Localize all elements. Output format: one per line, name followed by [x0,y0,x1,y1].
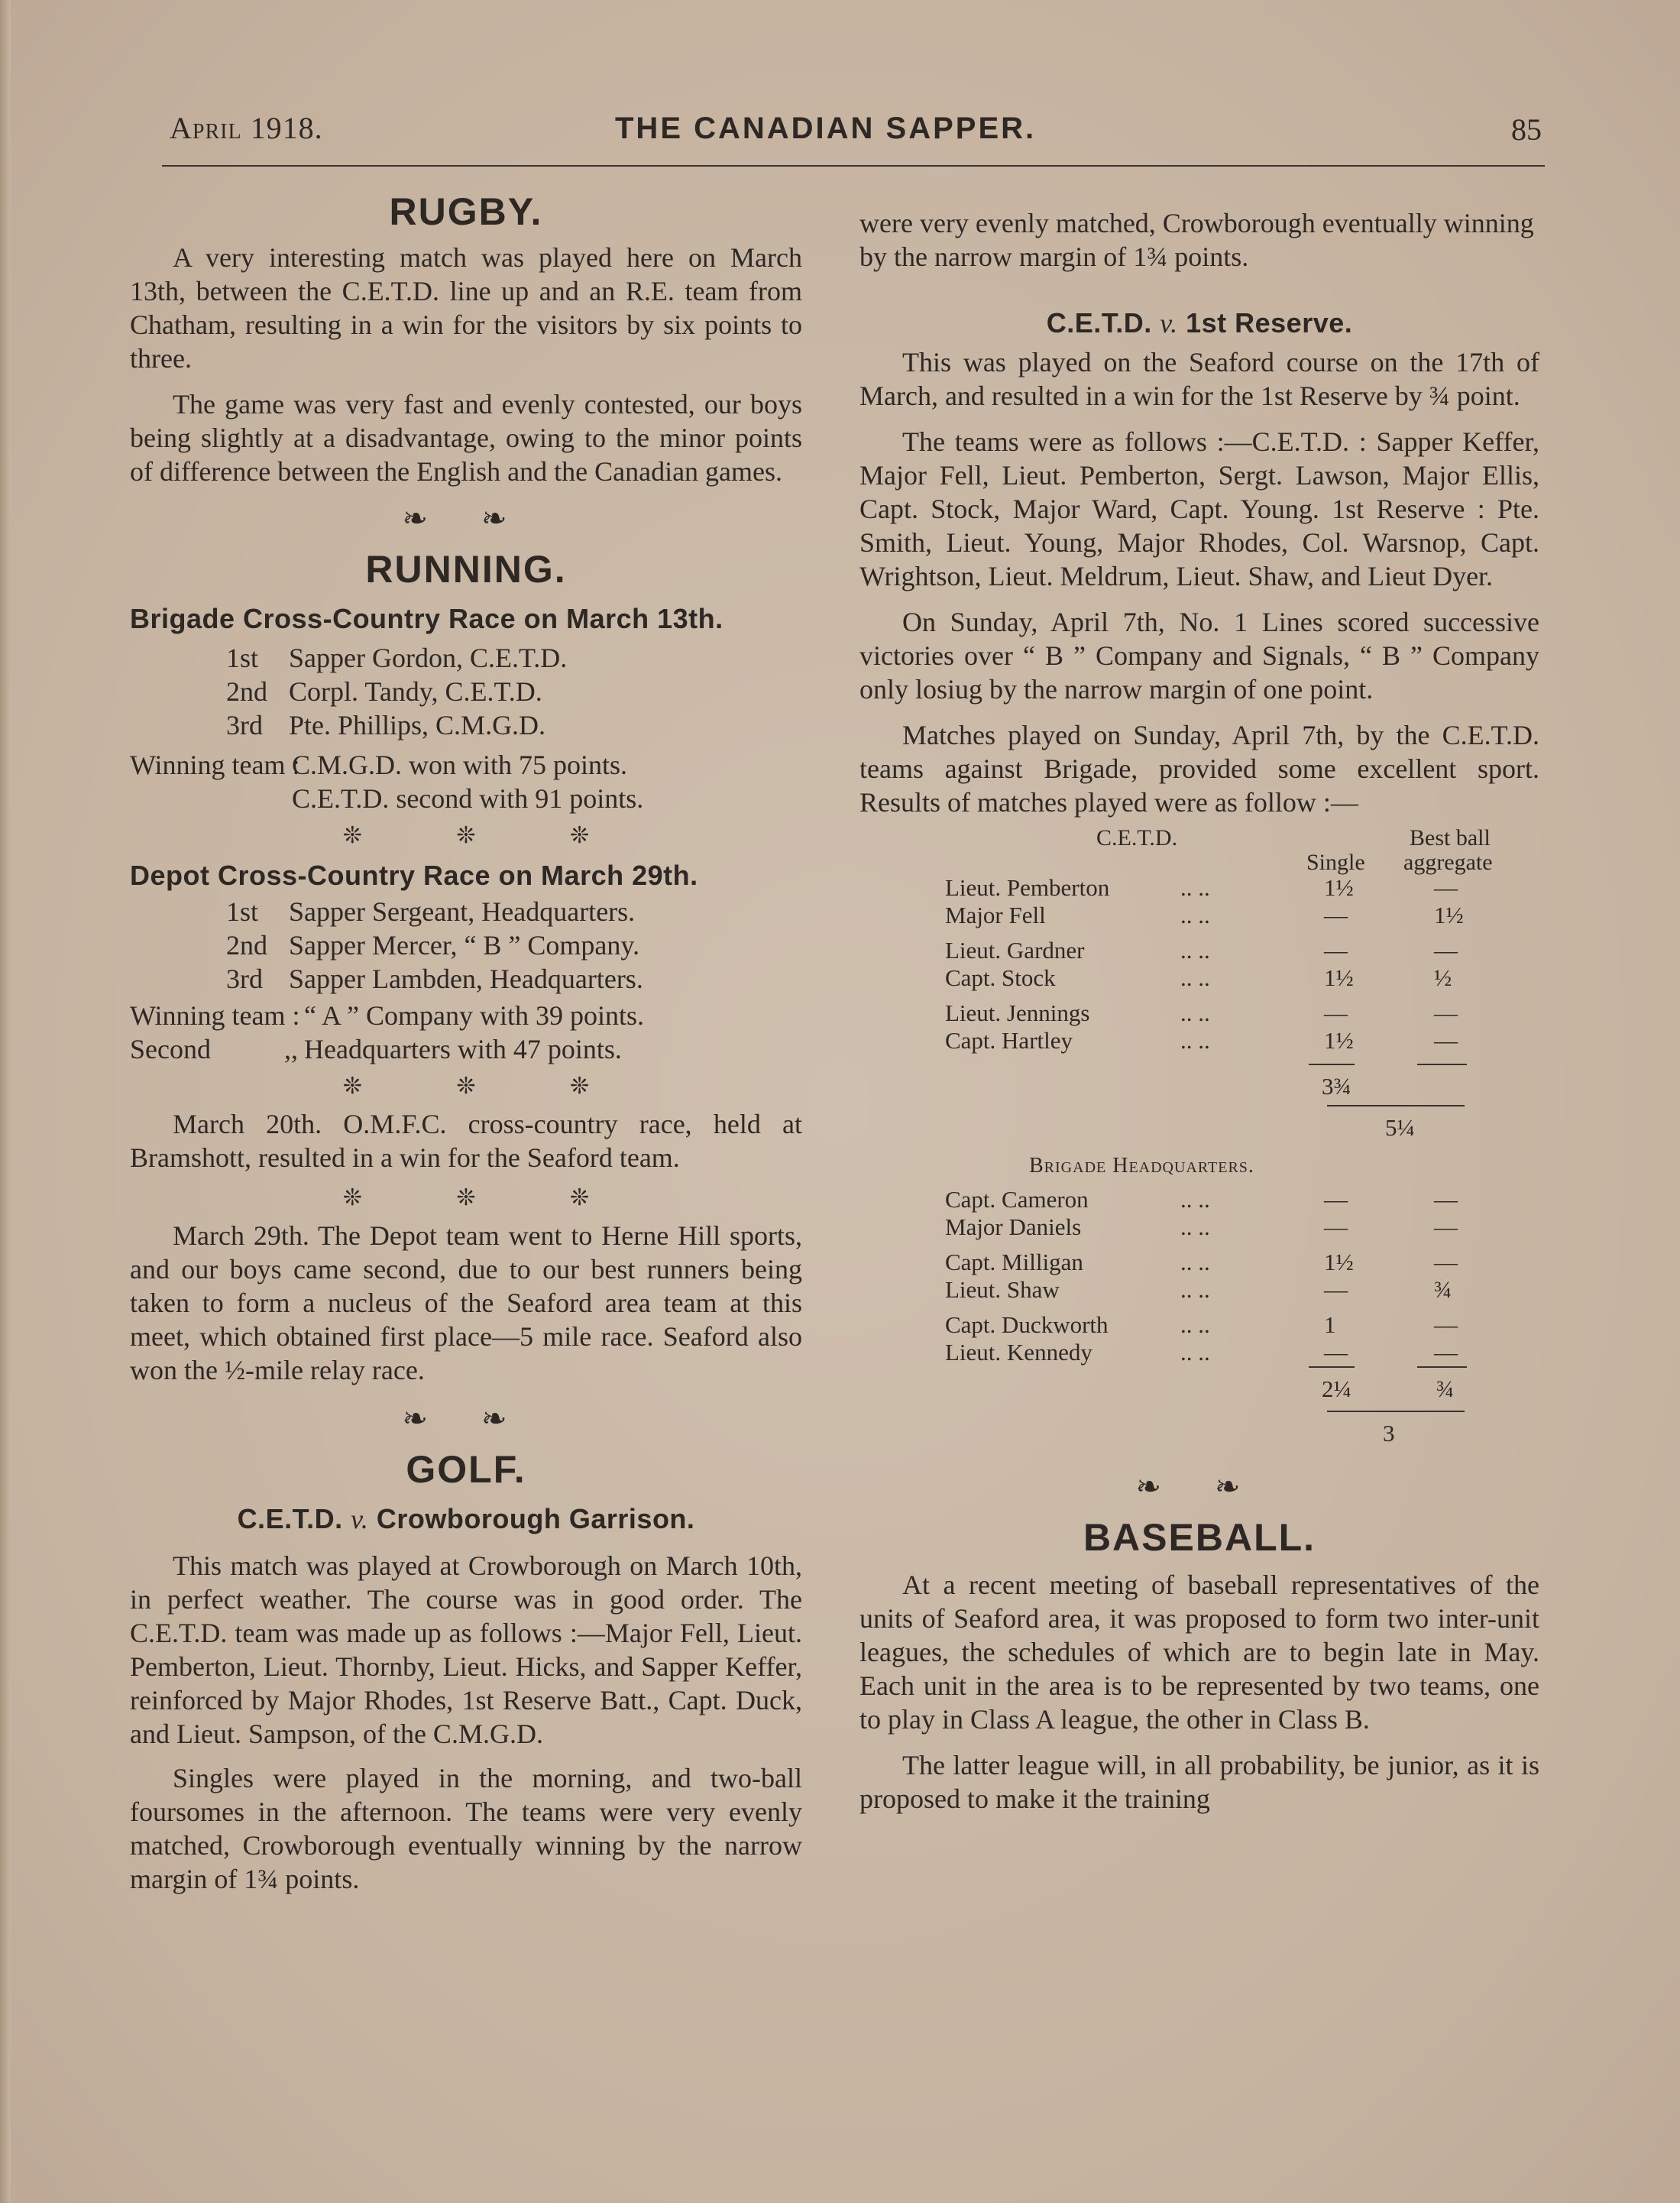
result-player-name: Major Fell [945,902,1046,928]
placing-position: 3rd [226,964,263,994]
result-single-score: 1½ [1324,874,1354,901]
golf-paragraph-1: This match was played at Crowborough on March 10th, in perfect weather. The course was in good order. The C.E.T.D. team was made up as follows :—Major Fell, Lieut. Pemberton, Lieut. Thornby, Lieut. Hicks, and Sapper Keffer, reinforced by Major Rhodes, 1st Reserve Batt., Capt. Duck, and Lieut. Sampson, of the C.M.G.D. [130,1550,802,1749]
result-player-name: Lieut. Kennedy [945,1339,1092,1366]
result-player-name: Lieut. Jennings [945,999,1090,1026]
result-single-score: — [1324,1186,1348,1213]
baseball-paragraph-2: The latter league will, in all probability, be junior, as it is proposed to make it the training [859,1750,1539,1814]
aggregate-column-header: aggregate [1403,850,1493,875]
placing-name: Pte. Phillips, C.M.G.D. [289,710,546,740]
baseball-paragraph-1: At a recent meeting of baseball representatives of the units of Seaford area, it was proposed to form two inter-unit leagues, the schedules of which are to begin late in May. Each unit in the area is to be represented by two teams, one to play in Class A league, the other in Class B. [859,1570,1539,1735]
result-best-ball-score: — [1434,1249,1458,1275]
golf-paragraph-2-continued: were very evenly matched, Crowborough eventually winning by the narrow margin of 1¾ points. [859,208,1534,272]
result-single-score: — [1324,999,1348,1026]
match-team-b: Crowborough Garrison. [376,1503,695,1534]
leader-dots: .. .. [1180,1311,1210,1338]
leader-dots: .. .. [1180,937,1210,964]
cetd-grand-total: 5¼ [1385,1114,1415,1141]
leader-dots: .. .. [1180,902,1210,928]
brigade-total-rule [1327,1411,1465,1412]
second-team-value: C.E.T.D. second with 91 points. [292,783,644,814]
placing-name: Corpl. Tandy, C.E.T.D. [289,676,542,707]
placing-name: Sapper Sergeant, Headquarters. [289,896,636,927]
placing-row [130,708,802,742]
golf-paragraph-5: On Sunday, April 7th, No. 1 Lines scored successive victories over “ B ” Company and Signals, “ B ” Company only losiug by the narrow margin of one point. [859,607,1539,705]
rugby-heading: RUGBY. [389,190,543,233]
publication-title: THE CANADIAN SAPPER. [615,112,1037,145]
golf-heading: GOLF. [406,1448,526,1491]
result-best-ball-score: — [1434,1186,1458,1213]
result-best-ball-score: ½ [1434,964,1452,991]
brigade-single-total: 2¼ [1322,1375,1351,1402]
golf-paragraph-3: This was played on the Seaford course on the 17th of March, and resulted in a win for the 1st Reserve by ¾ point. [859,347,1539,411]
omfc-race-paragraph: March 20th. O.M.F.C. cross-country race, held at Bramshott, resulted in a win for the Seaford team. [130,1109,802,1173]
placing-row [130,895,802,928]
result-single-score: — [1324,937,1348,964]
herne-hill-paragraph: March 29th. The Depot team went to Herne Hill sports, and our boys came second, due to our best runners being taken to form a nucleus of the Seaford area team at this meet, which obtained first place—5 mile race. Seaford also won the ½-mile relay race. [130,1220,802,1385]
placing-row [130,675,802,708]
leader-dots: .. .. [1180,1213,1210,1240]
page-number: 85 [1511,112,1542,147]
result-player-name: Capt. Duckworth [945,1311,1109,1338]
placing-position: 1st [226,896,259,927]
result-single-score: 1½ [1324,1027,1354,1054]
golf-results-table [859,825,1539,1467]
result-best-ball-score: — [1434,874,1458,901]
match-team-a: C.E.T.D. [237,1503,343,1534]
golf-paragraph-6: Matches played on Sunday, April 7th, by the C.E.T.D. teams against Brigade, provided some excellent sport. Results of matches played were as follow :— [859,720,1539,818]
result-single-score: — [1324,902,1348,928]
placing-name: Sapper Gordon, C.E.T.D. [289,643,568,673]
result-single-score: 1 [1324,1311,1336,1338]
depot-winning-team [130,999,802,1032]
second-team-value: Headquarters with 47 points. [304,1034,622,1064]
result-best-ball-score: — [1434,1339,1458,1366]
leader-dots: .. .. [1180,999,1210,1026]
ditto-mark: ,, [284,1034,298,1064]
result-best-ball-score: — [1434,937,1458,964]
result-player-name: Lieut. Gardner [945,937,1085,964]
section-divider-stars: ❊ ❊ ❊ [342,1074,634,1099]
header-rule [162,165,1545,167]
result-player-name: Capt. Milligan [945,1249,1083,1275]
result-player-name: Capt. Stock [945,964,1056,991]
match-versus: v. [1160,308,1178,339]
leader-dots: .. .. [1180,1339,1210,1366]
second-team-label: Second [130,1034,211,1064]
match-versus: v. [351,1504,369,1534]
rugby-paragraph-1: A very interesting match was played here on March 13th, between the C.E.T.D. line up and an R.E. team from Chatham, resulting in a win for the visitors by six points to three. [130,242,802,374]
brigade-grand-total: 3 [1383,1420,1395,1447]
match-team-b: 1st Reserve. [1186,307,1353,339]
brigade-placings [130,641,802,742]
placing-position: 2nd [226,676,267,707]
result-player-name: Lieut. Shaw [945,1276,1060,1303]
placing-row [130,962,802,996]
result-best-ball-score: — [1434,1027,1458,1054]
leader-dots: .. .. [1180,1186,1210,1213]
brigade-team-label: Brigade Headquarters. [1029,1154,1254,1178]
rugby-paragraph-2: The game was very fast and evenly contested, our boys being slightly at a disadvantage, owing to the minor points of difference between the English and the Canadian games. [130,389,802,487]
result-player-name: Capt. Cameron [945,1186,1089,1213]
result-single-score: — [1324,1339,1348,1366]
result-single-score: 1½ [1324,1249,1354,1275]
placing-position: 3rd [226,710,263,740]
section-ornament: ❧ ❧ [1135,1469,1264,1504]
section-ornament: ❧ ❧ [402,1401,530,1436]
section-divider-stars: ❊ ❊ ❊ [342,823,634,848]
result-single-score: — [1324,1276,1348,1303]
placing-row [130,641,802,675]
result-best-ball-score: ¾ [1434,1276,1452,1303]
page-edge [0,0,11,2203]
leader-dots: .. .. [1180,1249,1210,1275]
left-column [130,187,802,1894]
golf-paragraph-2: Singles were played in the morning, and two-ball foursomes in the afternoon. The teams were very evenly matched, Crowborough eventually winning by the narrow margin of 1¾ points. [130,1763,802,1894]
result-best-ball-score: 1½ [1434,902,1464,928]
winning-team-value: C.M.G.D. won with 75 points. [292,750,628,780]
leader-dots: .. .. [1180,1027,1210,1054]
section-ornament: ❧ ❧ [402,501,530,536]
golf-match-heading-1st-reserve [859,304,1539,342]
running-heading: RUNNING. [365,548,567,591]
result-player-name: Capt. Hartley [945,1027,1073,1054]
running-header [168,107,1543,160]
right-column [859,206,1539,1816]
single-subtotal-rule [1309,1064,1355,1065]
depot-race-heading: Depot Cross-Country Race on March 29th. [130,860,698,891]
depot-second-team [130,1032,802,1066]
issue-date: April 1918. [170,111,323,145]
result-best-ball-score: — [1434,1213,1458,1240]
brigade-winning-team [130,748,802,782]
placing-row [130,928,802,962]
best-subtotal-rule [1417,1064,1467,1065]
result-best-ball-score: — [1434,999,1458,1026]
result-player-name: Major Daniels [945,1213,1082,1240]
best-subtotal-rule [1417,1366,1467,1368]
leader-dots: .. .. [1180,874,1210,901]
match-team-a: C.E.T.D. [1046,307,1152,339]
single-column-header: Single [1306,850,1365,875]
placing-name: Sapper Lambden, Headquarters. [289,964,643,994]
cetd-single-total: 3¾ [1322,1073,1351,1100]
golf-match-heading-crowborough [130,1500,802,1538]
result-player-name: Lieut. Pemberton [945,874,1110,901]
baseball-heading: BASEBALL. [1083,1516,1316,1559]
result-single-score: — [1324,1213,1348,1240]
leader-dots: .. .. [1180,964,1210,991]
golf-paragraph-4: The teams were as follows :—C.E.T.D. : Sapper Keffer, Major Fell, Lieut. Pemberton, Sergt. Lawson, Major Ellis, Capt. Stock, Major Ward, Capt. Young. 1st Reserve : Pte. Smith, Lieut. Young, Major Rhodes, Col. Warsnop, Capt. Wrightson, Lieut. Meldrum, Lieut. Shaw, and Lieut Dyer. [859,426,1539,591]
single-subtotal-rule [1309,1366,1355,1368]
winning-team-label: Winning team : [130,1000,300,1031]
winning-team-value: “ A ” Company with 39 points. [304,1000,644,1031]
brigade-best-total: ¾ [1436,1375,1455,1402]
leader-dots: .. .. [1180,1276,1210,1303]
brigade-second-team [130,782,802,815]
placing-position: 2nd [226,930,267,961]
cetd-total-rule [1327,1105,1465,1106]
result-single-score: 1½ [1324,964,1354,991]
depot-placings [130,895,802,996]
placing-name: Sapper Mercer, “ B ” Company. [289,930,640,961]
winning-team-label: Winning team : [130,750,300,780]
brigade-race-heading: Brigade Cross-Country Race on March 13th. [130,603,723,634]
cetd-team-label: C.E.T.D. [1096,825,1178,850]
section-divider-stars: ❊ ❊ ❊ [342,1185,634,1210]
best-ball-column-header: Best ball [1410,825,1491,850]
placing-position: 1st [226,643,259,673]
result-best-ball-score: — [1434,1311,1458,1338]
